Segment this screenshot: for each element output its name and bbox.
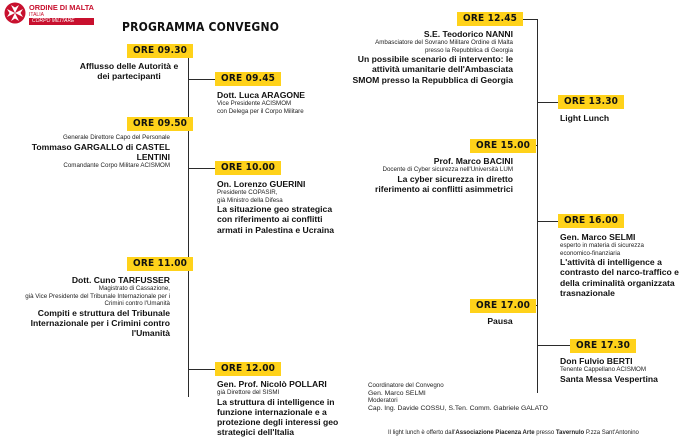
speaker-name: Dott. Luca ARAGONE	[217, 90, 306, 100]
event-topic: della criminalità organizzata	[560, 277, 675, 288]
logo	[4, 2, 119, 28]
speaker-name: Gen. Prof. Nicolò POLLARI	[217, 379, 327, 389]
event-block	[560, 356, 695, 384]
event-topic: dei partecipanti	[97, 71, 161, 82]
time-badge: ORE 09.45	[215, 72, 281, 86]
speaker-name: On. Lorenzo GUERINI	[217, 179, 306, 189]
event-block	[64, 61, 194, 81]
event-block	[560, 113, 670, 123]
connector-line	[537, 19, 538, 393]
moderators-label: Moderatori	[368, 397, 398, 405]
time-badge: ORE 15.00	[470, 139, 536, 153]
event-topic: trasnazionale	[560, 287, 615, 298]
speaker-role: già Direttore del SISMI	[217, 389, 280, 396]
coordinator-block	[368, 382, 598, 412]
speaker-name: Don Fulvio BERTI	[560, 356, 633, 366]
time-badge: ORE 12.45	[457, 12, 523, 26]
event-topic: riferimento ai conflitti asimmetrici	[374, 183, 513, 194]
footer-note	[388, 430, 639, 438]
time-badge: ORE 16.00	[558, 214, 624, 228]
event-block	[20, 134, 170, 169]
speaker-name: Tommaso GARGALLO di CASTEL LENTINI	[31, 141, 170, 162]
speaker-role: economico-finanziaria	[560, 249, 621, 257]
speaker-role: Presidente COPASIR,	[217, 189, 278, 196]
connector-line	[188, 57, 189, 397]
event-topic: l'Umanità	[131, 328, 170, 339]
time-badge: ORE 09.30	[127, 44, 193, 58]
event-block	[217, 90, 357, 115]
speaker-name: S.E. Teodorico NANNI	[423, 29, 513, 39]
event-topic: Pausa	[487, 316, 513, 326]
event-topic: La struttura di intelligence in	[217, 396, 335, 407]
maltese-cross-icon	[4, 2, 26, 24]
event-block	[330, 29, 513, 85]
speaker-name: Gen. Marco SELMI	[560, 232, 636, 242]
coordinator-label: Coordinatore del Convegno	[368, 382, 444, 389]
event-topic: protezione degli interessi geo	[217, 417, 339, 427]
time-badge: ORE 17.30	[570, 339, 636, 353]
connector-line	[537, 221, 558, 222]
speaker-role: esperto in materia di sicurezza	[560, 242, 644, 249]
speaker-role: Vice Presidente ACISMOM	[217, 100, 292, 107]
event-block	[217, 379, 357, 437]
speaker-role: Comandante Corpo Militare ACISMOM	[63, 161, 170, 169]
coordinator-name: Gen. Marco SELMI	[368, 389, 426, 397]
logo-line1: ORDINE DI MALTA	[29, 3, 95, 12]
event-block	[2, 275, 170, 338]
event-topic: Internazionale per i Crimini contro	[30, 317, 170, 328]
footer-text: presso	[534, 430, 556, 436]
event-topic: attività umanitarie dell'Ambasciata	[371, 64, 513, 75]
time-badge: ORE 11.00	[127, 257, 193, 271]
event-block	[560, 232, 695, 298]
footer-place: Tavernulo	[555, 430, 585, 436]
moderators-names: Cap. Ing. Davide COSSU, S.Ten. Comm. Gabriele GALATO	[368, 404, 548, 412]
event-topic: Santa Messa Vespertina	[560, 373, 658, 384]
time-badge: ORE 13.30	[558, 95, 624, 109]
speaker-role: Generale Direttore Capo del Personale	[63, 134, 170, 141]
event-topic: con riferimento ai conflitti	[217, 214, 323, 225]
page-title: PROGRAMMA CONVEGNO	[122, 20, 280, 34]
connector-line	[188, 168, 215, 169]
logo-line3: CORPO MILITARE	[29, 18, 94, 25]
footer-text: Il light lunch è offerto dall'	[388, 430, 456, 436]
speaker-role: già Vice Presidente del Tribunale Internazionale per i	[25, 292, 170, 300]
time-badge: ORE 12.00	[215, 362, 281, 376]
speaker-role: presso la Repubblica di Georgia	[424, 46, 513, 54]
event-topic: La cyber sicurezza in diretto	[397, 173, 513, 184]
connector-line	[537, 345, 570, 346]
time-badge: ORE 09.50	[127, 117, 193, 131]
speaker-role: Crimini contro l'Umanità	[104, 300, 170, 308]
speaker-name: Dott. Cuno TARFUSSER	[71, 275, 170, 285]
speaker-role: con Delega per il Corpo Militare	[217, 107, 304, 115]
speaker-role: Ambasciatore del Sovrano Militare Ordine di Malta	[375, 39, 513, 46]
event-topic: armati in Palestina e Ucraina	[217, 224, 335, 235]
event-block	[455, 316, 545, 326]
footer-association: Associazione Piacenza Arte	[455, 430, 535, 436]
time-badge: ORE 17.00	[470, 299, 536, 313]
footer-text: P.zza Sant'Antonino	[584, 430, 639, 436]
logo-line2: ITALIA	[29, 12, 44, 18]
event-topic: L'attività di intelligence a	[560, 257, 662, 268]
speaker-role: Tenente Cappellano ACISMOM	[560, 366, 646, 373]
speaker-role: già Ministro della Difesa	[217, 196, 283, 204]
event-topic: contrasto del narco-traffico e	[560, 267, 679, 278]
event-topic: SMOM presso la Repubblica di Georgia	[352, 74, 513, 85]
connector-line	[537, 102, 558, 103]
connector-line	[188, 369, 215, 370]
event-topic: Compiti e struttura del Tribunale	[37, 307, 170, 318]
event-block	[330, 156, 513, 194]
speaker-role: Magistrato di Cassazione,	[98, 285, 170, 292]
speaker-role: Docente di Cyber sicurezza nell'Università LUM	[382, 166, 513, 173]
event-topic: Afflusso delle Autorità e	[79, 61, 179, 71]
event-topic: Light Lunch	[560, 113, 610, 123]
event-topic: Un possibile scenario di intervento: le	[357, 54, 513, 65]
time-badge: ORE 10.00	[215, 161, 281, 175]
event-topic: La situazione geo strategica	[217, 204, 333, 215]
speaker-name: Prof. Marco BACINI	[433, 156, 513, 166]
event-topic: funzione internazionale e a	[217, 406, 327, 417]
event-topic: strategici dell'Italia	[217, 427, 295, 438]
